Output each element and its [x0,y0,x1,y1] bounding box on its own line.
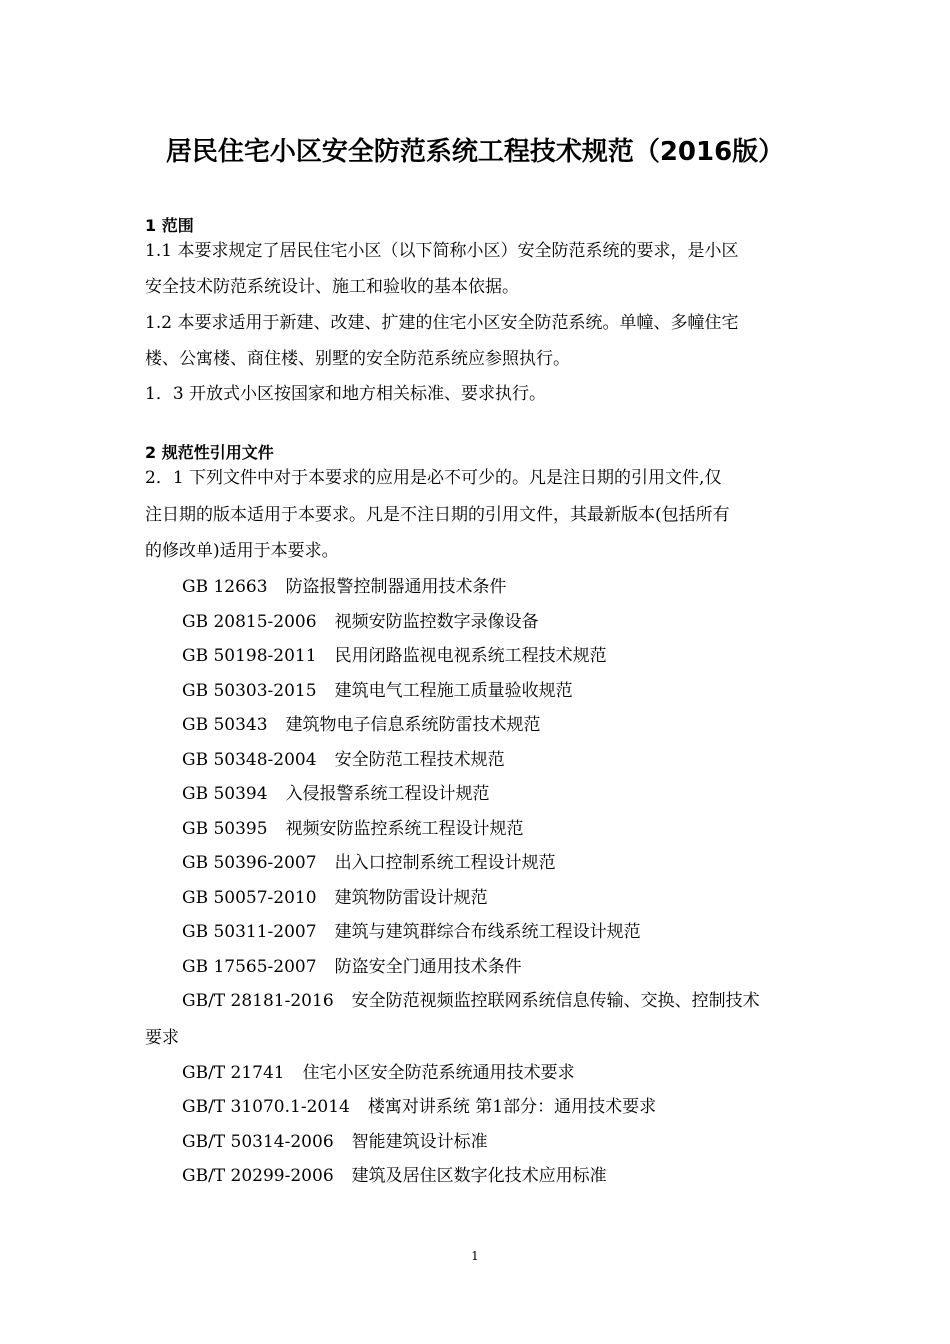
paragraph-line: 1．3 开放式小区按国家和地方相关标准、要求执行。 [145,384,547,404]
reference-name: 防盗安全门通用技术条件 [334,957,522,977]
reference-code: GB 50395 [182,819,268,839]
reference-code: GB 50348-2004 [182,750,317,770]
document-title: 居民住宅小区安全防范系统工程技术规范（2016版） [165,137,785,167]
paragraph-line: 1.2 本要求适用于新建、改建、扩建的住宅小区安全防范系统。单幢、多幢住宅 [145,313,739,333]
reference-code: GB 50343 [182,715,268,735]
reference-item [182,1061,575,1085]
paragraph-line: 安全技术防范系统设计、施工和验收的基本依据。 [145,277,519,297]
reference-name: 出入口控制系统工程设计规范 [334,853,556,873]
reference-name: 楼寓对讲系统 第1部分：通用技术要求 [367,1097,657,1117]
reference-name: 安全防范工程技术规范 [334,750,505,770]
reference-name: 建筑及居住区数字化技术应用标准 [351,1166,607,1186]
reference-item [182,610,539,634]
reference-code: GB 50311-2007 [182,922,317,942]
reference-code: GB/T 28181-2016 [182,991,334,1011]
reference-name: 入侵报警系统工程设计规范 [285,784,490,804]
section-2-heading: 2 规范性引用文件 [145,443,274,462]
reference-continuation: 要求 [145,1028,179,1048]
reference-item [182,679,573,703]
reference-item [182,748,505,772]
reference-item [182,575,507,599]
paragraph-line: 楼、公寓楼、商住楼、别墅的安全防范系统应参照执行。 [145,349,570,369]
reference-item [182,886,488,910]
reference-code: GB 50394 [182,784,268,804]
paragraph-line: 2．1 下列文件中对于本要求的应用是必不可少的。凡是注日期的引用文件,仅 [145,468,722,488]
reference-code: GB/T 21741 [182,1063,285,1083]
reference-name: 视频安防监控系统工程设计规范 [285,819,524,839]
reference-code: GB/T 20299-2006 [182,1166,334,1186]
paragraph-line: 的修改单)适用于本要求。 [145,541,339,561]
reference-name: 视频安防监控数字录像设备 [334,612,539,632]
section-1-heading: 1 范围 [145,216,194,235]
reference-item [182,1164,607,1188]
reference-item [182,817,524,841]
reference-code: GB/T 50314-2006 [182,1132,334,1152]
reference-name: 建筑电气工程施工质量验收规范 [334,681,573,701]
paragraph-line: 注日期的版本适用于本要求。凡是不注日期的引用文件，其最新版本(包括所有 [145,505,730,525]
reference-code: GB/T 31070.1-2014 [182,1097,350,1117]
reference-item [182,989,760,1013]
reference-name: 智能建筑设计标准 [351,1132,488,1152]
reference-item [182,644,607,668]
paragraph-line: 1.1 本要求规定了居民住宅小区（以下简称小区）安全防范系统的要求，是小区 [145,241,739,261]
reference-name: 住宅小区安全防范系统通用技术要求 [302,1063,575,1083]
reference-code: GB 12663 [182,577,268,597]
reference-code: GB 20815-2006 [182,612,317,632]
reference-code: GB 50303-2015 [182,681,317,701]
reference-item [182,1130,488,1154]
reference-name: 建筑与建筑群综合布线系统工程设计规范 [334,922,641,942]
reference-code: GB 50198-2011 [182,646,317,666]
reference-item [182,782,490,806]
reference-item [182,851,556,875]
reference-code: GB 17565-2007 [182,957,317,977]
reference-name: 防盗报警控制器通用技术条件 [285,577,507,597]
reference-name: 安全防范视频监控联网系统信息传输、交换、控制技术 [351,991,760,1011]
reference-item [182,1095,656,1119]
reference-item [182,955,522,979]
reference-code: GB 50396-2007 [182,853,317,873]
reference-name: 建筑物防雷设计规范 [334,888,488,908]
reference-item [182,713,541,737]
reference-name: 民用闭路监视电视系统工程技术规范 [334,646,607,666]
reference-item [182,920,641,944]
page-number: 1 [471,1249,479,1263]
reference-code: GB 50057-2010 [182,888,317,908]
reference-name: 建筑物电子信息系统防雷技术规范 [285,715,541,735]
